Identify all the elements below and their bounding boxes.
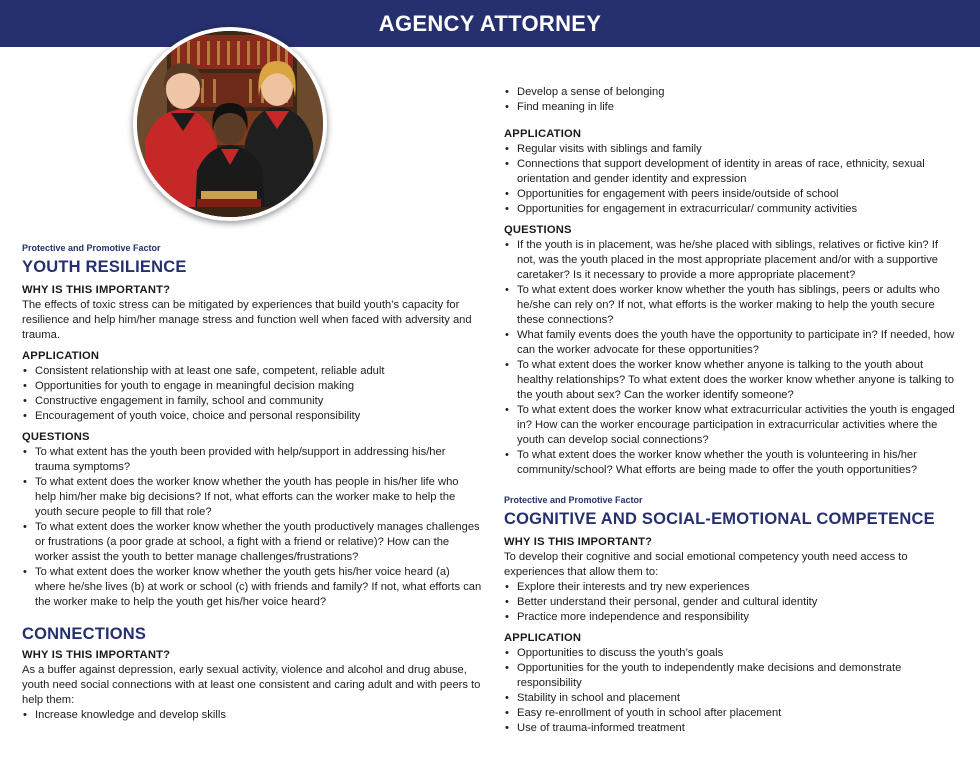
list-item: • Constructive engagement in family, school and community (22, 394, 482, 409)
needs-list (504, 580, 959, 625)
list-item: • Practice more independence and responsibility (504, 610, 959, 625)
attorneys-photo (133, 27, 327, 221)
list-item: • To what extent does the worker know whether anyone is talking to the youth about healthy relationships? To what extent does the worker know whether anyone is talking to the youth about sex? Can the worker identify someone? (504, 358, 959, 403)
list-item: • To what extent has the youth been provided with help/support in addressing his/her trauma symptoms? (22, 445, 482, 475)
section-title: CONNECTIONS (22, 625, 147, 643)
why-text: The effects of toxic stress can be mitigated by experiences that build youth’s capacity for resilience and help him/her manage stress and function well when faced with adversity and trauma. (22, 299, 472, 341)
application-list (22, 364, 482, 424)
list-item: • Opportunities for youth to engage in meaningful decision making (22, 379, 482, 394)
list-item: • What family events does the youth have the opportunity to participate in? If needed, how can the worker advocate for these opportunities? (504, 328, 959, 358)
why-heading: WHY IS THIS IMPORTANT? (504, 536, 653, 548)
questions-heading: QUESTIONS (22, 431, 90, 443)
application-heading: APPLICATION (22, 350, 100, 362)
list-item: • Consistent relationship with at least one safe, competent, reliable adult (22, 364, 482, 379)
list-item: • To what extent does the worker know whether the youth has people in his/her life who help him/her make big decisions? If not, what efforts can the worker make to help the youth secure people to fill that role? (22, 475, 482, 520)
list-item: • Increase knowledge and develop skills (22, 708, 482, 723)
youth-resilience-section (22, 242, 482, 610)
right-column (504, 85, 959, 736)
list-item: • Regular visits with siblings and family (504, 142, 959, 157)
list-item: • Easy re-enrollment of youth in school after placement (504, 706, 959, 721)
list-item: • Opportunities for engagement with peers inside/outside of school (504, 187, 959, 202)
list-item: • To what extent does the worker know whether the youth gets his/her voice heard (a) where he/she lives (b) at work or school (c) with friends and family? If not, what efforts can the worker make to help the youth get his/her voice heard? (22, 565, 482, 610)
list-item: • Better understand their personal, gender and cultural identity (504, 595, 959, 610)
list-item: • To what extent does the worker know what extracurricular activities the youth is engaged in? How can the worker encourage participation in extracurricular activities where the youth can develop social connections? (504, 403, 959, 448)
photo-illustration (137, 31, 323, 217)
why-text: To develop their cognitive and social emotional competency youth need access to experiences that allow them to: (504, 551, 908, 578)
list-item: • Develop a sense of belonging (504, 85, 959, 100)
list-item: • Opportunities to discuss the youth’s goals (504, 646, 959, 661)
page-title: AGENCY ATTORNEY (378, 11, 602, 36)
needs-list-continued (504, 85, 959, 115)
list-item: • Encouragement of youth voice, choice and personal responsibility (22, 409, 482, 424)
application-heading: APPLICATION (504, 632, 582, 644)
application-list (504, 142, 959, 217)
section-tag: Protective and Promotive Factor (22, 243, 161, 253)
why-heading: WHY IS THIS IMPORTANT? (22, 649, 171, 661)
why-text: As a buffer against depression, early sexual activity, violence and alcohol and drug abuse, youth need social connections with at least one consistent and caring adult and with peers to help them: (22, 664, 481, 706)
list-item: • Stability in school and placement (504, 691, 959, 706)
questions-heading: QUESTIONS (504, 224, 572, 236)
list-item: • To what extent does worker know whether the youth has siblings, peers or adults who he/she can rely on? If not, what efforts is the worker making to help the youth secure these connections? (504, 283, 959, 328)
list-item: • Find meaning in life (504, 100, 959, 115)
list-item: • Explore their interests and try new experiences (504, 580, 959, 595)
questions-list (504, 238, 959, 478)
list-item: • Opportunities for engagement in extracurricular/ community activities (504, 202, 959, 217)
section-tag: Protective and Promotive Factor (504, 495, 643, 505)
list-item: • To what extent does the worker know whether the youth is volunteering in his/her community/school? What efforts are being made to offer the youth opportunities? (504, 448, 959, 478)
left-column (22, 242, 482, 723)
list-item: • Connections that support development of identity in areas of race, ethnicity, sexual orientation and gender identity and expression (504, 157, 959, 187)
connections-section (22, 624, 482, 723)
list-item: • Use of trauma-informed treatment (504, 721, 959, 736)
list-item: • To what extent does the worker know whether the youth productively manages challenges or frustrations (a poor grade at school, a fight with a friend or relative)? How can the worker assist the youth to better manage challenges/frustrations? (22, 520, 482, 565)
cognitive-section (504, 494, 959, 736)
list-item: • If the youth is in placement, was he/she placed with siblings, relatives or fictive kin? If not, was the youth placed in the most appropriate placement and/or with a supportive caretaker? Is it necessary to provide a more appropriate placement? (504, 238, 959, 283)
needs-list (22, 708, 482, 723)
application-heading: APPLICATION (504, 128, 582, 140)
why-heading: WHY IS THIS IMPORTANT? (22, 284, 171, 296)
section-title: COGNITIVE AND SOCIAL-EMOTIONAL COMPETENCE (504, 510, 935, 528)
section-title: YOUTH RESILIENCE (22, 258, 187, 276)
list-item: • Opportunities for the youth to independently make decisions and demonstrate responsibility (504, 661, 959, 691)
questions-list (22, 445, 482, 610)
application-list (504, 646, 959, 736)
page-header (0, 0, 980, 47)
